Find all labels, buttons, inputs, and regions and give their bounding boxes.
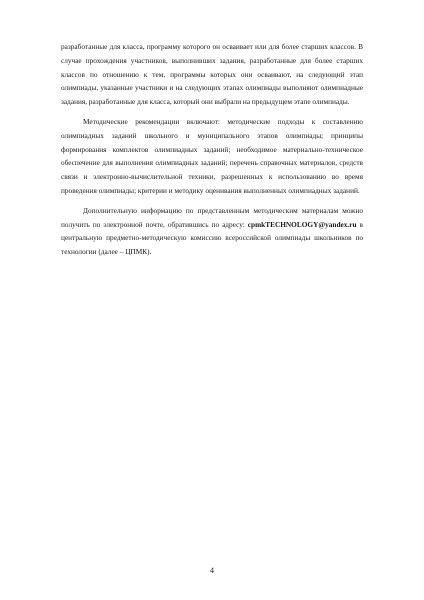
additional-info-text-end: в центральную предметно-методическую комиссию всероссийской олимпиады школьников по технологии (далее – ЦПМК).	[61, 219, 363, 257]
additional-info-text: Дополнительную информацию по представленным методическим материалам можно получить по электронной почте, обратившись по адресу:	[61, 205, 363, 229]
paragraph-methodical-recommendations: Методические рекомендации включают: методические подходы к составлению олимпиадных заданий школьного и муниципального этапов олимпиады; принципы формирования комплектов олимпиадных заданий; необходимое материально-техническое обеспечение для выполнения олимпиадных заданий; перечень справочных материалов, средств связи и электронно-вычислительной техники, разрешенных к использованию во время проведения олимпиады; критерии и методику оценивания выполненных олимпиадных заданий.	[61, 116, 363, 195]
page-number: 4	[210, 566, 214, 575]
document-body	[61, 40, 363, 265]
paragraph-participants-rules: разработанные для класса, программу которого он осваивает или для более старших классов. В случае прохождения участников, выполнивших задания, разработанные для более старших классов по отношению к тем, программы которых они осваивают, на следующий этап олимпиады, указанные участники и на следующих этапах олимпиады выполняют олимпиадные задания, разработанные для класса, который они выбрали на предыдущем этапе олимпиады.	[61, 42, 363, 107]
contact-email[interactable]: cpmkTECHNOLOGY@yandex.ru	[247, 219, 357, 229]
paragraph-additional-info	[61, 204, 363, 259]
